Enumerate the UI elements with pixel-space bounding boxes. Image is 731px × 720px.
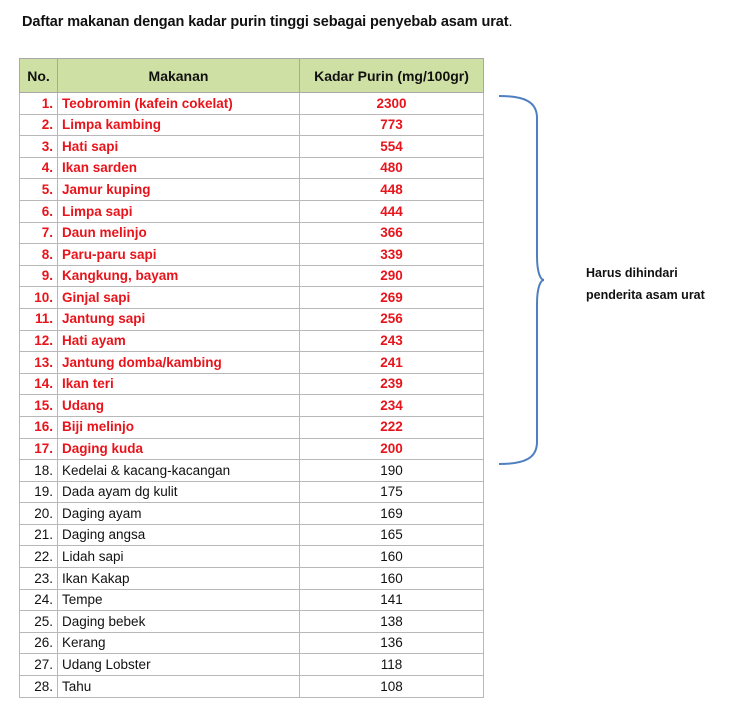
food-name: Hati sapi xyxy=(58,136,300,158)
row-number: 3. xyxy=(20,136,58,158)
table-row xyxy=(20,589,484,611)
row-number: 22. xyxy=(20,546,58,568)
table-row xyxy=(20,93,484,115)
row-number: 14. xyxy=(20,373,58,395)
table-row xyxy=(20,438,484,460)
purine-value: 2300 xyxy=(300,93,484,115)
row-number: 4. xyxy=(20,157,58,179)
food-name: Kerang xyxy=(58,632,300,654)
table-row xyxy=(20,503,484,525)
table-row xyxy=(20,373,484,395)
table-row xyxy=(20,244,484,266)
purine-value: 200 xyxy=(300,438,484,460)
table-row xyxy=(20,179,484,201)
purine-value: 108 xyxy=(300,676,484,698)
row-number: 7. xyxy=(20,222,58,244)
purine-value: 243 xyxy=(300,330,484,352)
table-row xyxy=(20,308,484,330)
purine-value: 269 xyxy=(300,287,484,309)
page-title: Daftar makanan dengan kadar purin tinggi sebagai penyebab asam urat. xyxy=(22,14,513,30)
row-number: 16. xyxy=(20,416,58,438)
purine-value: 138 xyxy=(300,611,484,633)
food-name: Ikan teri xyxy=(58,373,300,395)
avoid-note-line-1: Harus dihindari xyxy=(586,266,678,280)
table-row xyxy=(20,611,484,633)
food-name: Lidah sapi xyxy=(58,546,300,568)
food-name: Ikan sarden xyxy=(58,157,300,179)
food-name: Teobromin (kafein cokelat) xyxy=(58,93,300,115)
purine-value: 165 xyxy=(300,524,484,546)
row-number: 28. xyxy=(20,676,58,698)
row-number: 12. xyxy=(20,330,58,352)
purine-value: 169 xyxy=(300,503,484,525)
row-number: 11. xyxy=(20,308,58,330)
food-name: Ginjal sapi xyxy=(58,287,300,309)
purine-value: 366 xyxy=(300,222,484,244)
table-row xyxy=(20,568,484,590)
purine-value: 554 xyxy=(300,136,484,158)
header-food: Makanan xyxy=(58,59,300,93)
row-number: 10. xyxy=(20,287,58,309)
row-number: 13. xyxy=(20,352,58,374)
food-name: Daging ayam xyxy=(58,503,300,525)
food-name: Limpa sapi xyxy=(58,200,300,222)
table-row xyxy=(20,330,484,352)
header-no: No. xyxy=(20,59,58,93)
food-name: Daging kuda xyxy=(58,438,300,460)
table-row xyxy=(20,524,484,546)
purine-value: 448 xyxy=(300,179,484,201)
table-row xyxy=(20,546,484,568)
food-name: Hati ayam xyxy=(58,330,300,352)
row-number: 2. xyxy=(20,114,58,136)
food-name: Tempe xyxy=(58,589,300,611)
table-row xyxy=(20,632,484,654)
table-row xyxy=(20,222,484,244)
purine-value: 480 xyxy=(300,157,484,179)
row-number: 24. xyxy=(20,589,58,611)
purine-value: 234 xyxy=(300,395,484,417)
food-name: Daun melinjo xyxy=(58,222,300,244)
table-row xyxy=(20,157,484,179)
purine-value: 444 xyxy=(300,200,484,222)
food-name: Daging bebek xyxy=(58,611,300,633)
purine-value: 239 xyxy=(300,373,484,395)
table-body xyxy=(20,93,484,698)
avoid-note xyxy=(586,262,705,306)
table-row xyxy=(20,416,484,438)
row-number: 8. xyxy=(20,244,58,266)
purine-value: 339 xyxy=(300,244,484,266)
purine-value: 256 xyxy=(300,308,484,330)
curly-brace xyxy=(497,94,545,466)
row-number: 21. xyxy=(20,524,58,546)
purine-value: 136 xyxy=(300,632,484,654)
purine-value: 190 xyxy=(300,460,484,482)
food-name: Jantung domba/kambing xyxy=(58,352,300,374)
header-purine: Kadar Purin (mg/100gr) xyxy=(300,59,484,93)
table-row xyxy=(20,676,484,698)
food-name: Kedelai & kacang-kacangan xyxy=(58,460,300,482)
row-number: 18. xyxy=(20,460,58,482)
row-number: 1. xyxy=(20,93,58,115)
food-name: Ikan Kakap xyxy=(58,568,300,590)
row-number: 15. xyxy=(20,395,58,417)
row-number: 23. xyxy=(20,568,58,590)
purine-value: 773 xyxy=(300,114,484,136)
food-name: Udang Lobster xyxy=(58,654,300,676)
purine-value: 290 xyxy=(300,265,484,287)
row-number: 6. xyxy=(20,200,58,222)
purine-table xyxy=(19,58,484,698)
row-number: 19. xyxy=(20,481,58,503)
table-row xyxy=(20,654,484,676)
purine-value: 160 xyxy=(300,568,484,590)
table-header-row xyxy=(20,59,484,93)
row-number: 27. xyxy=(20,654,58,676)
food-name: Paru-paru sapi xyxy=(58,244,300,266)
row-number: 26. xyxy=(20,632,58,654)
table-row xyxy=(20,395,484,417)
purine-value: 175 xyxy=(300,481,484,503)
table-row xyxy=(20,265,484,287)
food-name: Limpa kambing xyxy=(58,114,300,136)
purine-value: 222 xyxy=(300,416,484,438)
food-name: Jantung sapi xyxy=(58,308,300,330)
row-number: 17. xyxy=(20,438,58,460)
food-name: Jamur kuping xyxy=(58,179,300,201)
food-name: Kangkung, bayam xyxy=(58,265,300,287)
purine-value: 118 xyxy=(300,654,484,676)
table-row xyxy=(20,481,484,503)
food-name: Udang xyxy=(58,395,300,417)
table-row xyxy=(20,352,484,374)
avoid-note-line-2: penderita asam urat xyxy=(586,288,705,302)
purine-value: 160 xyxy=(300,546,484,568)
table-row xyxy=(20,114,484,136)
row-number: 9. xyxy=(20,265,58,287)
table-row xyxy=(20,460,484,482)
row-number: 5. xyxy=(20,179,58,201)
food-name: Biji melinjo xyxy=(58,416,300,438)
row-number: 25. xyxy=(20,611,58,633)
purine-value: 141 xyxy=(300,589,484,611)
row-number: 20. xyxy=(20,503,58,525)
purine-value: 241 xyxy=(300,352,484,374)
food-name: Daging angsa xyxy=(58,524,300,546)
table-row xyxy=(20,200,484,222)
table-row xyxy=(20,287,484,309)
food-name: Dada ayam dg kulit xyxy=(58,481,300,503)
table-row xyxy=(20,136,484,158)
food-name: Tahu xyxy=(58,676,300,698)
